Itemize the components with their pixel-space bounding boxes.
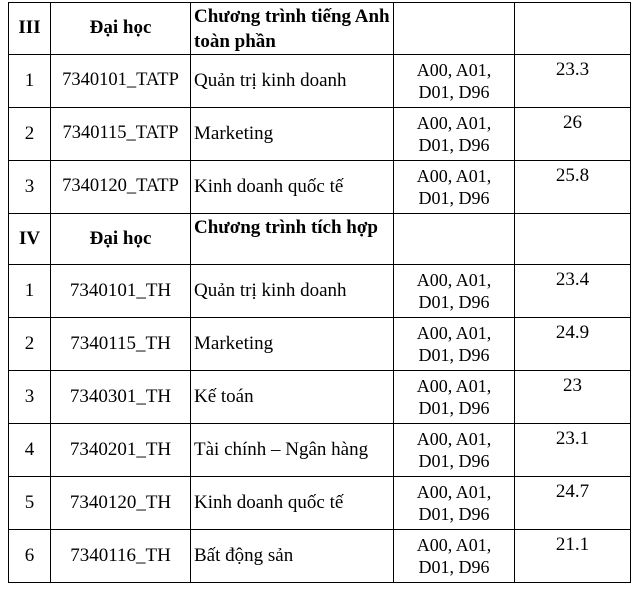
combination-line-2: D01, D96 <box>418 398 490 418</box>
combination-line-1: A00, A01, <box>416 113 492 133</box>
row-number-cell <box>9 161 51 214</box>
row-name-cell <box>191 161 394 214</box>
program-code: 7340101_TATP <box>62 70 179 90</box>
row-score-cell <box>515 424 631 477</box>
row-score-cell <box>515 371 631 424</box>
row-number: 1 <box>24 280 35 301</box>
benchmark-score: 24.9 <box>555 322 590 343</box>
combination-line-2: D01, D96 <box>418 504 490 524</box>
combination-line-1: A00, A01, <box>416 535 492 555</box>
row-combination-cell <box>394 530 515 583</box>
section-level-label: Đại học <box>89 17 152 38</box>
section-roman-cell <box>9 214 51 265</box>
section-title-cell <box>191 3 394 55</box>
row-combination-cell <box>394 265 515 318</box>
row-code-cell <box>51 108 191 161</box>
row-number-cell <box>9 477 51 530</box>
section-roman-label: IV <box>18 228 41 249</box>
row-score-cell <box>515 477 631 530</box>
program-code: 7340116_TH <box>70 545 171 566</box>
program-name: Kế toán <box>194 386 254 407</box>
section-combination-cell <box>394 3 515 55</box>
row-combination-cell <box>394 477 515 530</box>
row-score-cell <box>515 530 631 583</box>
table-row <box>9 161 631 214</box>
row-code-cell <box>51 424 191 477</box>
benchmark-score: 23.1 <box>555 428 590 449</box>
program-name: Bất động sản <box>194 545 294 566</box>
table-row <box>9 318 631 371</box>
combination-line-1: A00, A01, <box>416 429 492 449</box>
combination-line-2: D01, D96 <box>418 557 490 577</box>
benchmark-score: 25.8 <box>555 165 590 186</box>
benchmark-scores-table <box>8 2 631 583</box>
section-level-cell <box>51 3 191 55</box>
program-code: 7340301_TH <box>69 386 172 407</box>
row-score-cell <box>515 265 631 318</box>
row-name-cell <box>191 477 394 530</box>
row-number: 3 <box>24 176 35 197</box>
section-header-row <box>9 3 631 55</box>
benchmark-score: 21.1 <box>555 534 590 555</box>
row-number-cell <box>9 318 51 371</box>
row-name-cell <box>191 530 394 583</box>
row-number: 6 <box>24 545 35 566</box>
section-roman-label: III <box>18 17 41 38</box>
combination-line-1: A00, A01, <box>416 482 492 502</box>
row-number-cell <box>9 265 51 318</box>
program-name: Tài chính – Ngân hàng <box>194 439 369 460</box>
combination-line-2: D01, D96 <box>418 135 490 155</box>
section-combination-cell <box>394 214 515 265</box>
section-title-label: Chương trình tiếng Anh toàn phần <box>194 6 390 52</box>
combination-line-1: A00, A01, <box>416 270 492 290</box>
section-level-cell <box>51 214 191 265</box>
section-score-cell <box>515 214 631 265</box>
combination-line-1: A00, A01, <box>416 60 492 80</box>
benchmark-score: 24.7 <box>555 481 590 502</box>
combination-line-2: D01, D96 <box>418 188 490 208</box>
row-score-cell <box>515 318 631 371</box>
row-number: 1 <box>24 70 35 91</box>
table-row <box>9 530 631 583</box>
row-code-cell <box>51 318 191 371</box>
combination-line-1: A00, A01, <box>416 166 492 186</box>
row-number: 2 <box>24 123 35 144</box>
row-code-cell <box>51 477 191 530</box>
row-code-cell <box>51 161 191 214</box>
row-combination-cell <box>394 318 515 371</box>
row-name-cell <box>191 108 394 161</box>
row-combination-cell <box>394 55 515 108</box>
program-name: Marketing <box>194 333 274 354</box>
section-title-label: Chương trình tích hợp <box>194 217 378 238</box>
row-name-cell <box>191 371 394 424</box>
row-name-cell <box>191 318 394 371</box>
section-header-row <box>9 214 631 265</box>
program-code: 7340115_TH <box>70 333 171 354</box>
row-combination-cell <box>394 371 515 424</box>
table-row <box>9 477 631 530</box>
row-combination-cell <box>394 161 515 214</box>
section-level-label: Đại học <box>89 228 152 249</box>
row-number-cell <box>9 55 51 108</box>
benchmark-score: 23 <box>563 375 582 396</box>
row-score-cell <box>515 108 631 161</box>
table-row <box>9 424 631 477</box>
combination-line-1: A00, A01, <box>416 323 492 343</box>
row-code-cell <box>51 371 191 424</box>
benchmark-score: 23.4 <box>555 269 590 290</box>
program-name: Quản trị kinh doanh <box>194 280 347 301</box>
benchmark-score: 26 <box>563 112 582 133</box>
table-row <box>9 265 631 318</box>
row-name-cell <box>191 55 394 108</box>
section-score-cell <box>515 3 631 55</box>
combination-line-2: D01, D96 <box>418 82 490 102</box>
program-code: 7340115_TATP <box>62 123 179 143</box>
row-number-cell <box>9 530 51 583</box>
combination-line-2: D01, D96 <box>418 292 490 312</box>
combination-line-2: D01, D96 <box>418 345 490 365</box>
table-row <box>9 371 631 424</box>
row-code-cell <box>51 55 191 108</box>
row-code-cell <box>51 265 191 318</box>
table-row <box>9 108 631 161</box>
row-number-cell <box>9 108 51 161</box>
section-title-cell <box>191 214 394 265</box>
program-name: Quản trị kinh doanh <box>194 70 347 91</box>
row-code-cell <box>51 530 191 583</box>
row-score-cell <box>515 161 631 214</box>
program-name: Kinh doanh quốc tế <box>194 492 344 513</box>
row-number: 5 <box>24 492 35 513</box>
row-number-cell <box>9 371 51 424</box>
benchmark-score: 23.3 <box>555 59 590 80</box>
row-combination-cell <box>394 108 515 161</box>
program-code: 7340120_TH <box>69 492 172 513</box>
row-number: 3 <box>24 386 35 407</box>
program-code: 7340120_TATP <box>62 176 179 196</box>
program-code: 7340101_TH <box>69 280 172 301</box>
row-number: 4 <box>24 439 35 460</box>
table-row <box>9 55 631 108</box>
program-code: 7340201_TH <box>69 439 172 460</box>
row-combination-cell <box>394 424 515 477</box>
combination-line-2: D01, D96 <box>418 451 490 471</box>
row-name-cell <box>191 424 394 477</box>
program-name: Marketing <box>194 123 274 144</box>
row-score-cell <box>515 55 631 108</box>
row-name-cell <box>191 265 394 318</box>
section-roman-cell <box>9 3 51 55</box>
program-name: Kinh doanh quốc tế <box>194 176 344 197</box>
row-number: 2 <box>24 333 35 354</box>
row-number-cell <box>9 424 51 477</box>
combination-line-1: A00, A01, <box>416 376 492 396</box>
